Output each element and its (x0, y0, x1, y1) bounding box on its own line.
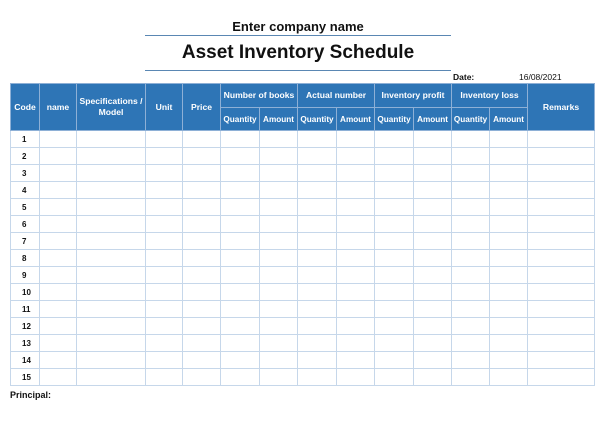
row-code: 1 (11, 131, 40, 148)
table-cell[interactable] (260, 369, 298, 386)
table-cell[interactable] (298, 131, 337, 148)
table-cell[interactable] (490, 301, 528, 318)
table-cell[interactable] (260, 199, 298, 216)
table-cell[interactable] (40, 165, 77, 182)
table-cell[interactable] (490, 165, 528, 182)
table-row (11, 318, 595, 335)
table-cell[interactable] (452, 335, 490, 352)
table-cell[interactable] (490, 284, 528, 301)
table-row (11, 335, 595, 352)
table-cell[interactable] (490, 182, 528, 199)
header-specifications: Specifications / Model (77, 84, 146, 131)
table-cell[interactable] (77, 301, 146, 318)
table-cell[interactable] (490, 335, 528, 352)
table-cell[interactable] (490, 148, 528, 165)
table-row (11, 199, 595, 216)
row-code: 6 (11, 216, 40, 233)
row-code: 7 (11, 233, 40, 250)
table-cell[interactable] (298, 335, 337, 352)
table-cell[interactable] (490, 233, 528, 250)
inventory-table (10, 83, 595, 386)
table-cell[interactable] (77, 233, 146, 250)
table-cell[interactable] (40, 199, 77, 216)
table-cell[interactable] (375, 131, 414, 148)
table-cell[interactable] (40, 233, 77, 250)
table-cell[interactable] (528, 301, 595, 318)
table-cell[interactable] (528, 318, 595, 335)
table-cell[interactable] (77, 148, 146, 165)
table-cell[interactable] (77, 199, 146, 216)
table-cell[interactable] (414, 199, 452, 216)
table-cell[interactable] (260, 182, 298, 199)
table-cell[interactable] (337, 267, 375, 284)
subheader-quantity: Quantity (375, 108, 414, 131)
table-cell[interactable] (40, 131, 77, 148)
table-cell[interactable] (298, 318, 337, 335)
table-cell[interactable] (298, 216, 337, 233)
table-cell[interactable] (221, 131, 260, 148)
header-inventory-loss: Inventory loss (452, 84, 528, 108)
table-row (11, 233, 595, 250)
document-title: Asset Inventory Schedule (181, 42, 415, 63)
table-cell[interactable] (260, 301, 298, 318)
table-cell[interactable] (375, 250, 414, 267)
subheader-amount: Amount (260, 108, 298, 131)
table-cell[interactable] (183, 131, 221, 148)
table-cell[interactable] (528, 267, 595, 284)
table-cell[interactable] (528, 284, 595, 301)
table-cell[interactable] (146, 131, 183, 148)
table-cell[interactable] (414, 335, 452, 352)
table-cell[interactable] (260, 318, 298, 335)
table-cell[interactable] (183, 335, 221, 352)
table-cell[interactable] (528, 369, 595, 386)
table-cell[interactable] (146, 250, 183, 267)
table-cell[interactable] (298, 165, 337, 182)
subheader-amount: Amount (337, 108, 375, 131)
table-cell[interactable] (490, 318, 528, 335)
table-cell[interactable] (77, 318, 146, 335)
table-cell[interactable] (298, 182, 337, 199)
table-cell[interactable] (375, 352, 414, 369)
table-cell[interactable] (452, 165, 490, 182)
table-cell[interactable] (337, 250, 375, 267)
table-cell[interactable] (221, 369, 260, 386)
table-cell[interactable] (375, 165, 414, 182)
table-cell[interactable] (337, 335, 375, 352)
table-cell[interactable] (414, 233, 452, 250)
table-cell[interactable] (260, 131, 298, 148)
table-cell[interactable] (183, 216, 221, 233)
table-cell[interactable] (260, 284, 298, 301)
table-cell[interactable] (298, 233, 337, 250)
table-cell[interactable] (452, 182, 490, 199)
table-cell[interactable] (183, 284, 221, 301)
table-cell[interactable] (183, 267, 221, 284)
table-cell[interactable] (528, 216, 595, 233)
table-cell[interactable] (40, 284, 77, 301)
row-code: 11 (11, 301, 40, 318)
table-cell[interactable] (183, 182, 221, 199)
table-row (11, 284, 595, 301)
table-cell[interactable] (337, 216, 375, 233)
table-cell[interactable] (183, 165, 221, 182)
table-cell[interactable] (298, 250, 337, 267)
table-cell[interactable] (146, 199, 183, 216)
table-cell[interactable] (452, 250, 490, 267)
table-cell[interactable] (414, 352, 452, 369)
table-cell[interactable] (77, 216, 146, 233)
header-number-of-books: Number of books (221, 84, 298, 108)
row-code: 12 (11, 318, 40, 335)
table-cell[interactable] (414, 267, 452, 284)
title-underline (145, 70, 451, 71)
row-code: 15 (11, 369, 40, 386)
table-cell[interactable] (375, 369, 414, 386)
table-cell[interactable] (298, 199, 337, 216)
table-cell[interactable] (77, 369, 146, 386)
header-unit: Unit (146, 84, 183, 131)
table-cell[interactable] (337, 352, 375, 369)
table-cell[interactable] (452, 318, 490, 335)
principal-label: Principal: (10, 390, 52, 400)
table-cell[interactable] (375, 267, 414, 284)
table-cell[interactable] (221, 284, 260, 301)
table-cell[interactable] (375, 216, 414, 233)
table-cell[interactable] (414, 148, 452, 165)
table-cell[interactable] (490, 267, 528, 284)
header-inventory-profit: Inventory profit (375, 84, 452, 108)
table-cell[interactable] (452, 199, 490, 216)
table-cell[interactable] (221, 335, 260, 352)
row-code: 8 (11, 250, 40, 267)
table-body (11, 131, 595, 386)
row-code: 10 (11, 284, 40, 301)
table-cell[interactable] (337, 369, 375, 386)
table-cell[interactable] (260, 148, 298, 165)
table-row (11, 165, 595, 182)
table-cell[interactable] (221, 216, 260, 233)
table-cell[interactable] (77, 267, 146, 284)
table-cell[interactable] (452, 216, 490, 233)
table-cell[interactable] (260, 233, 298, 250)
table-cell[interactable] (221, 182, 260, 199)
table-cell[interactable] (146, 369, 183, 386)
table-cell[interactable] (528, 131, 595, 148)
table-cell[interactable] (375, 335, 414, 352)
table-cell[interactable] (375, 301, 414, 318)
table-cell[interactable] (221, 250, 260, 267)
row-code: 5 (11, 199, 40, 216)
row-code: 13 (11, 335, 40, 352)
table-cell[interactable] (183, 233, 221, 250)
table-cell[interactable] (298, 284, 337, 301)
table-row (11, 182, 595, 199)
table-cell[interactable] (40, 182, 77, 199)
table-cell[interactable] (77, 284, 146, 301)
header-actual-number: Actual number (298, 84, 375, 108)
table-cell[interactable] (221, 199, 260, 216)
table-cell[interactable] (298, 352, 337, 369)
table-cell[interactable] (221, 165, 260, 182)
table-cell[interactable] (337, 233, 375, 250)
table-cell[interactable] (337, 148, 375, 165)
row-code: 3 (11, 165, 40, 182)
table-cell[interactable] (77, 335, 146, 352)
table-cell[interactable] (337, 284, 375, 301)
table-cell[interactable] (183, 250, 221, 267)
table-cell[interactable] (298, 148, 337, 165)
table-cell[interactable] (77, 165, 146, 182)
table-cell[interactable] (298, 369, 337, 386)
row-code: 14 (11, 352, 40, 369)
table-cell[interactable] (337, 199, 375, 216)
table-row (11, 148, 595, 165)
table-cell[interactable] (221, 267, 260, 284)
table-cell[interactable] (221, 148, 260, 165)
table-cell[interactable] (375, 199, 414, 216)
table-cell[interactable] (77, 352, 146, 369)
table-cell[interactable] (40, 318, 77, 335)
table-cell[interactable] (452, 301, 490, 318)
table-cell[interactable] (40, 301, 77, 318)
date-value: 16/08/2021 (519, 72, 562, 82)
table-cell[interactable] (490, 352, 528, 369)
table-row (11, 216, 595, 233)
subheader-quantity: Quantity (221, 108, 260, 131)
table-cell[interactable] (146, 216, 183, 233)
table-row (11, 352, 595, 369)
table-cell[interactable] (528, 165, 595, 182)
table-cell[interactable] (452, 233, 490, 250)
table-cell[interactable] (452, 352, 490, 369)
header-code: Code (11, 84, 40, 131)
table-cell[interactable] (146, 335, 183, 352)
table-cell[interactable] (452, 131, 490, 148)
table-cell[interactable] (260, 352, 298, 369)
table-cell[interactable] (414, 182, 452, 199)
table-cell[interactable] (183, 318, 221, 335)
table-cell[interactable] (221, 301, 260, 318)
table-cell[interactable] (183, 301, 221, 318)
table-cell[interactable] (375, 284, 414, 301)
table-cell[interactable] (375, 182, 414, 199)
table-cell[interactable] (528, 148, 595, 165)
table-cell[interactable] (414, 250, 452, 267)
table-row (11, 267, 595, 284)
table-cell[interactable] (221, 318, 260, 335)
table-cell[interactable] (146, 182, 183, 199)
table-cell[interactable] (40, 267, 77, 284)
date-label: Date: (453, 72, 475, 82)
table-cell[interactable] (528, 182, 595, 199)
table-cell[interactable] (375, 318, 414, 335)
table-cell[interactable] (77, 250, 146, 267)
table-cell[interactable] (260, 250, 298, 267)
row-code: 9 (11, 267, 40, 284)
table-cell[interactable] (337, 318, 375, 335)
table-cell[interactable] (452, 148, 490, 165)
table-cell[interactable] (337, 182, 375, 199)
table-cell[interactable] (414, 318, 452, 335)
header-price: Price (183, 84, 221, 131)
table-cell[interactable] (298, 267, 337, 284)
table-cell[interactable] (260, 267, 298, 284)
table-cell[interactable] (146, 301, 183, 318)
table-cell[interactable] (146, 318, 183, 335)
table-cell[interactable] (40, 335, 77, 352)
table-cell[interactable] (146, 284, 183, 301)
company-underline (145, 35, 451, 36)
table-cell[interactable] (77, 182, 146, 199)
table-cell[interactable] (414, 216, 452, 233)
table-cell[interactable] (146, 352, 183, 369)
subheader-quantity: Quantity (298, 108, 337, 131)
table-cell[interactable] (528, 199, 595, 216)
table-cell[interactable] (490, 216, 528, 233)
table-cell[interactable] (414, 369, 452, 386)
subheader-amount: Amount (490, 108, 528, 131)
row-code: 2 (11, 148, 40, 165)
table-cell[interactable] (528, 250, 595, 267)
subheader-amount: Amount (414, 108, 452, 131)
row-code: 4 (11, 182, 40, 199)
table-cell[interactable] (146, 148, 183, 165)
table-cell[interactable] (528, 233, 595, 250)
table-cell[interactable] (40, 148, 77, 165)
table-cell[interactable] (183, 148, 221, 165)
table-cell[interactable] (490, 131, 528, 148)
table-cell[interactable] (490, 199, 528, 216)
table-row (11, 250, 595, 267)
table-cell[interactable] (337, 165, 375, 182)
table-cell[interactable] (40, 369, 77, 386)
table-cell[interactable] (452, 267, 490, 284)
table-cell[interactable] (40, 250, 77, 267)
table-cell[interactable] (260, 216, 298, 233)
table-cell[interactable] (337, 301, 375, 318)
table-cell[interactable] (77, 131, 146, 148)
table-cell[interactable] (40, 352, 77, 369)
subheader-quantity: Quantity (452, 108, 490, 131)
table-cell[interactable] (414, 131, 452, 148)
table-cell[interactable] (452, 369, 490, 386)
table-cell[interactable] (528, 352, 595, 369)
table-cell[interactable] (452, 284, 490, 301)
table-cell[interactable] (490, 369, 528, 386)
table-cell[interactable] (528, 335, 595, 352)
table-cell[interactable] (183, 352, 221, 369)
table-cell[interactable] (221, 233, 260, 250)
table-cell[interactable] (260, 335, 298, 352)
table-cell[interactable] (40, 216, 77, 233)
table-cell[interactable] (146, 165, 183, 182)
table-cell[interactable] (414, 284, 452, 301)
table-cell[interactable] (146, 267, 183, 284)
table-cell[interactable] (298, 301, 337, 318)
header-name: name (40, 84, 77, 131)
table-cell[interactable] (414, 301, 452, 318)
company-name: Enter company name (232, 19, 364, 34)
table-cell[interactable] (146, 233, 183, 250)
table-row (11, 131, 595, 148)
table-cell[interactable] (490, 250, 528, 267)
table-cell[interactable] (375, 233, 414, 250)
header-remarks: Remarks (528, 84, 595, 131)
table-cell[interactable] (183, 199, 221, 216)
table-cell[interactable] (260, 165, 298, 182)
table-row (11, 301, 595, 318)
table-cell[interactable] (414, 165, 452, 182)
table-row (11, 369, 595, 386)
table-cell[interactable] (183, 369, 221, 386)
table-cell[interactable] (221, 352, 260, 369)
table-cell[interactable] (375, 148, 414, 165)
table-cell[interactable] (337, 131, 375, 148)
